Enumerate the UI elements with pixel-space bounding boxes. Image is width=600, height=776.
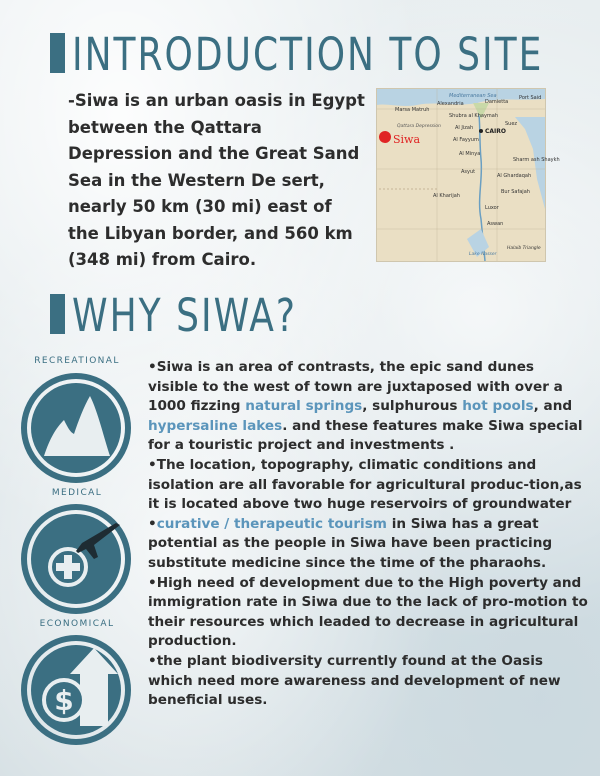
svg-text:Damietta: Damietta (485, 99, 509, 105)
heading-accent-bar (50, 33, 65, 73)
dollar-growth-arrow-icon (20, 634, 132, 746)
svg-text:Aswan: Aswan (487, 221, 504, 227)
svg-text:Al Minya: Al Minya (459, 151, 481, 157)
curative-tourism-highlight: curative / therapeutic tourism (156, 515, 387, 532)
medical-cross-airplane-icon (20, 503, 132, 615)
svg-text:Al Jizah: Al Jizah (455, 125, 474, 131)
paragraph-biodiversity: •the plant biodiversity currently found at the Oasis which need more awareness and development of new beneficial uses. (148, 652, 561, 709)
egypt-map (376, 88, 560, 262)
mountain-icon (20, 372, 132, 484)
section-title-why-siwa: WHY SIWA? (72, 291, 297, 343)
heading-accent-bar-2 (50, 294, 65, 334)
paragraph-curative-tourism: •curative / therapeutic tourism in Siwa has a great potential as the people in Siwa have been practicing substitute medicine since the time of the pharaohs. (148, 515, 553, 571)
svg-text:Marsa Matruh: Marsa Matruh (395, 107, 430, 113)
svg-text:Bur Safajah: Bur Safajah (501, 189, 530, 195)
svg-text:Al Kharijah: Al Kharijah (433, 193, 460, 199)
svg-text:Al Ghardaqah: Al Ghardaqah (497, 173, 532, 179)
svg-text:$: $ (54, 684, 74, 717)
map-graphic (377, 89, 560, 261)
svg-text:Lake Nasser: Lake Nasser (469, 252, 497, 257)
svg-text:Asyut: Asyut (461, 169, 476, 175)
sea-label: Mediterranean Sea (449, 93, 497, 99)
svg-text:CAIRO: CAIRO (485, 128, 506, 135)
icon-label-medical: MEDICAL (51, 488, 103, 498)
svg-text:Al Fayyum: Al Fayyum (453, 137, 479, 143)
siwa-map-label: Siwa (393, 133, 421, 146)
intro-paragraph: -Siwa is an urban oasis in Egypt between the Qattara Depression and the Great Sand Sea in the Western De sert, nearly 50 km (30 mi) east of the Libyan border, and 560 km (348 mi) from Cairo. (68, 91, 365, 269)
hypersaline-lakes-highlight: hypersaline lakes (148, 417, 283, 434)
svg-text:Sharm ash Shaykh: Sharm ash Shaykh (513, 157, 560, 163)
icon-label-recreational: RECREATIONAL (34, 356, 120, 366)
natural-springs-highlight: natural springs (245, 398, 363, 415)
section-title-introduction: INTRODUCTION TO SITE (72, 30, 544, 82)
svg-text:Qattara Depression: Qattara Depression (397, 124, 441, 129)
svg-text:Suez: Suez (505, 121, 518, 127)
svg-text:Luxor: Luxor (485, 205, 499, 211)
siwa-marker (379, 131, 391, 143)
svg-text:Alexandria: Alexandria (437, 101, 464, 107)
cairo-marker (479, 129, 483, 133)
svg-text:Halaib Triangle: Halaib Triangle (507, 246, 541, 251)
paragraph-location: •The location, topography, climatic conditions and isolation are all favorable for agricultural produc-tion,as it is located above two huge reservoirs of groundwater (148, 456, 582, 513)
paragraph-contrasts: •Siwa is an area of contrasts, the epic sand dunes visible to the west of town are juxtaposed with over a 1000 fizzing natural springs, sulphurous hot pools, and hypersaline lakes. and these features make Siwa special for a touristic project and investments . (148, 359, 583, 454)
svg-text:Port Said: Port Said (519, 95, 542, 101)
hot-pools-highlight: hot pools (462, 398, 534, 415)
paragraph-development-need: •High need of development due to the High poverty and immigration rate in Siwa due to the lack of pro-motion to their resources which leaded to decrease in agricultural production. (148, 574, 588, 650)
svg-text:Shubra al Khaymah: Shubra al Khaymah (449, 113, 499, 119)
why-siwa-body (148, 358, 588, 711)
icon-label-economical: ECONOMICAL (39, 619, 115, 629)
